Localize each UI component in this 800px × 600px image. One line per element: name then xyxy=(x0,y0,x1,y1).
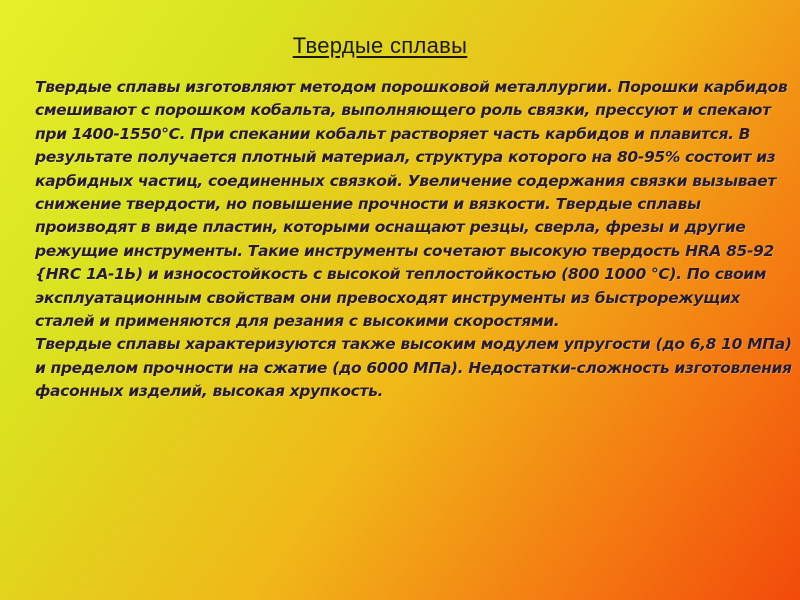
slide-title: Твердые сплавы xyxy=(292,33,468,58)
slide-body xyxy=(35,76,795,404)
body-paragraph-1: Твердые сплавы изготовляют методом порошковой металлургии. Порошки карбидов смешивают с порошком кобальта, выполняющего роль связки, прессуют и спекают при 1400-1550°С. При спекании кобальт растворяет часть карбидов и плавится. В результате получается плотный материал, структура которого на 80-95% состоит из карбидных частиц, соединенных связкой. Увеличение содержания связки вызывает снижение твердости, но повышение прочности и вязкости. Твердые сплавы производят в виде пластин, которыми оснащают резцы, сверла, фрезы и другие режущие инструменты. Такие инструменты сочетают высокую твердость HRA 85-92 {HRC 1А-1Ь) и износостойкость с высокой теплостойкостью (800 1000 °С). По своим эксплуатационным свойствам они превосходят инструменты из быстрорежущих сталей и применяются для резания с высокими скоростями. xyxy=(35,78,788,331)
body-paragraph-2: Твердые сплавы характеризуются также высоким модулем упругости (до 6,8 10 МПа) и пределом прочности на сжатие (до 6000 МПа). Недостатки-сложность изготовления фасонных изделий, высокая хрупкость. xyxy=(35,335,792,401)
